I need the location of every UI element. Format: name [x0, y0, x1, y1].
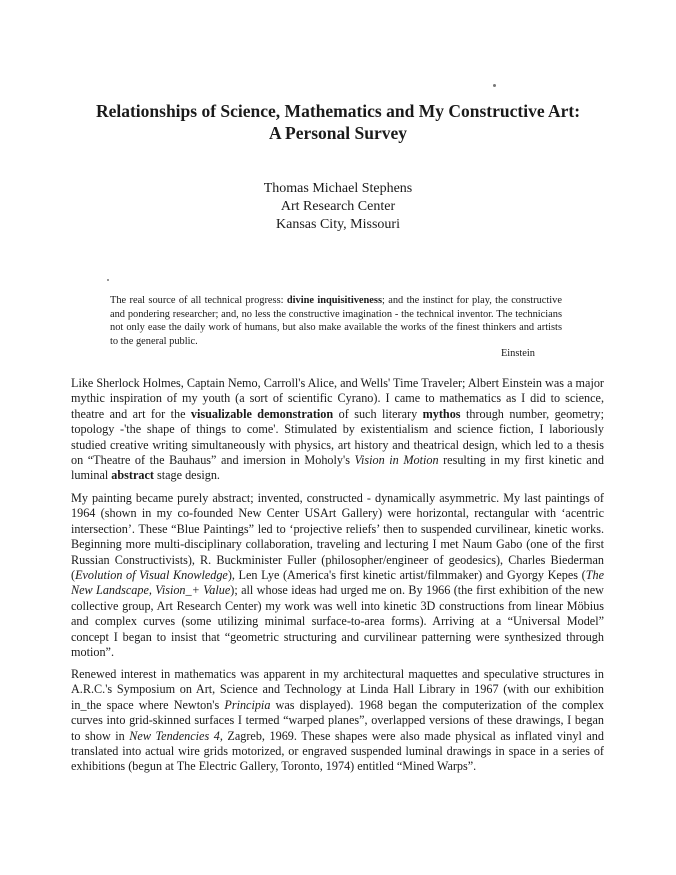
document-title	[70, 100, 606, 144]
body-paragraph-2: My painting became purely abstract; invented, constructed - dynamically asymmetric. My last paintings of 1964 (shown in my co-founded New Center USArt Gallery) were horizontal, rectangular with ‘acentric intersection’. These “Blue Paintings” led to ‘projective reliefs’ then to suspended curvilinear, kinetic works. Beginning more multi-disciplinary collaboration, traveling and lecturing I met Naum Gabo (one of the first Russian Constructivists), R. Buckminister Fuller (philosopher/engineer of geodesics), Charles Biederman (Evolution of Visual Knowledge), Len Lye (America's first kinetic artist/filmmaker) and Gyorgy Kepes (The New Landscape, Vision_+ Value); all whose ideas had urged me on. By 1966 (the first exhibition of the new collective group, Art Research Center) my work was well into kinetic 3D constructions from linear Möbius and complex curves (some utilizing minimal surface-to-area forms). Arriving at a “Universal Model” concept I began to insist that “geometric structuring and curvilinear patterning were synthesized through motion”.	[71, 491, 604, 660]
body-paragraph-3: Renewed interest in mathematics was apparent in my architectural maquettes and speculative structures in A.R.C.'s Symposium on Art, Science and Technology at Linda Hall Library in 1967 (with our exhibition in_the space where Newton's Principia was displayed). 1968 began the computerization of the complex curves into grid-skinned surfaces I termed “warped planes”, overlapped versions of these drawings, I began to show in New Tendencies 4, Zagreb, 1969. These shapes were also made physical as inflated vinyl and translated into actual wire grids motorized, or engraved suspended luminal drawings in space in a series of exhibitions (begun at The Electric Gallery, Toronto, 1974) entitled “Mined Warps”.	[71, 667, 604, 774]
author-name: Thomas Michael Stephens	[263, 181, 413, 196]
emphasis-divine-inquisitiveness: divine inquisitiveness	[286, 295, 383, 306]
epigraph-quote: The real source of all technical progress: divine inquisitiveness; and the instinct for play, the constructive and pondering researcher; and, no less the constructive imagination - the technical inventor. The technicians not only ease the daily work of humans, but also make available the works of the finest thinkers and artists to the general public.	[110, 295, 562, 347]
epigraph-attribution: Einstein	[500, 348, 535, 359]
title-line-1: Relationships of Science, Mathematics and My Constructive Art:	[95, 101, 581, 121]
author-organization: Art Research Center	[280, 199, 396, 214]
title-line-2: A Personal Survey	[268, 123, 408, 143]
author-location: Kansas City, Missouri	[276, 217, 400, 232]
body-paragraph-1: Like Sherlock Holmes, Captain Nemo, Carroll's Alice, and Wells' Time Traveler; Albert Einstein was a major mythic inspiration of my youth (a sort of scientific Cyrano). I came to mathematics as I did to science, theatre and art for the visualizable demonstration of such literary mythos through number, geometry; topology -'the shape of things to come'. Stimulated by existentialism and science fiction, I laboriously studied creative writing simultaneously with physics, art history and theatrical design, which led to a thesis on “Theatre of the Bauhaus” and imersion in Moholy's Vision in Motion resulting in my first kinetic and luminal abstract stage design.	[71, 376, 604, 483]
scan-speck	[107, 279, 109, 281]
scan-speck	[493, 84, 496, 87]
author-block	[180, 180, 496, 234]
